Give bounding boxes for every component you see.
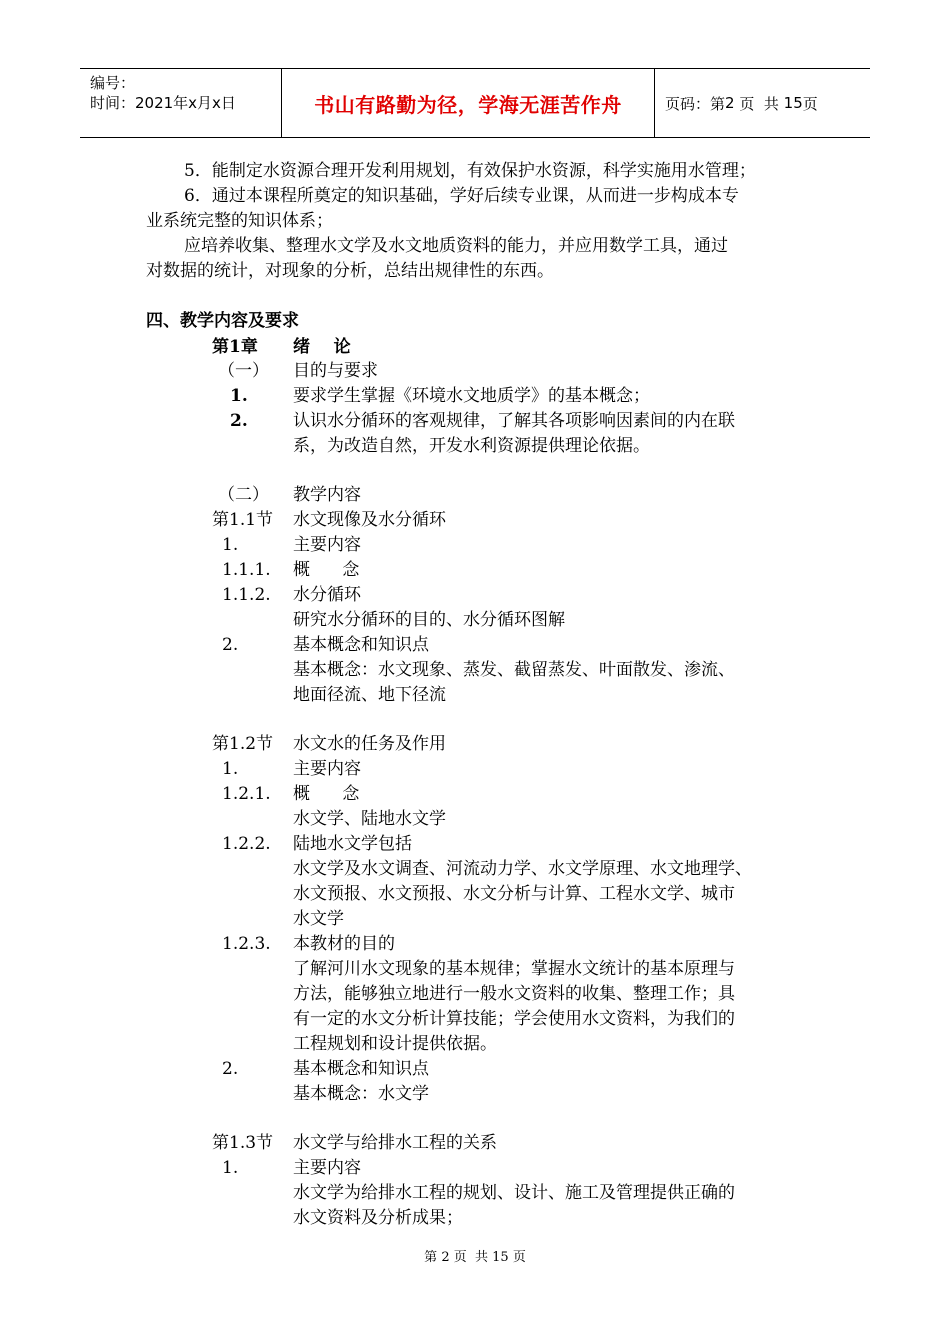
- list-item-text: 水文资料及分析成果；: [293, 1208, 463, 1228]
- list-item-text: 水文学、陆地水文学: [293, 809, 446, 829]
- page-total: 15: [783, 94, 803, 112]
- page-mid: 页 共: [739, 94, 779, 113]
- list-item-text: 系，为改造自然，开发水利资源提供理论依据。: [293, 436, 650, 456]
- list-item-number: 1.: [222, 759, 239, 779]
- footer-suffix: 页: [512, 1250, 526, 1265]
- list-item-text: 主要内容: [293, 759, 361, 779]
- header-meta: [80, 69, 282, 137]
- list-item-text: 方法，能够独立地进行一般水文资料的收集、整理工作；具: [293, 984, 735, 1004]
- paragraph-line: 对数据的统计，对现象的分析，总结出规律性的东西。: [146, 261, 554, 281]
- page-header: [80, 68, 870, 138]
- header-page-info: [655, 69, 870, 137]
- section-title: 水文学与给排水工程的关系: [293, 1133, 497, 1153]
- footer-page-total: 15: [492, 1250, 509, 1265]
- footer-page-number: 2: [441, 1250, 450, 1265]
- footer-mid: 页 共: [453, 1250, 488, 1265]
- list-item-text: 要求学生掌握《环境水文地质学》的基本概念；: [293, 386, 650, 406]
- list-item-text: 水文学及水文调查、河流动力学、水文学原理、水文地理学、: [293, 859, 752, 879]
- section-heading: 四、教学内容及要求: [146, 311, 299, 331]
- list-item-number: 1.1.1.: [222, 560, 271, 580]
- list-item-number: 1.: [222, 1158, 239, 1178]
- paragraph-line: 业系统完整的知识体系；: [146, 211, 333, 231]
- section-title: 水文水的任务及作用: [293, 734, 446, 754]
- list-item-text: 水文学为给排水工程的规划、设计、施工及管理提供正确的: [293, 1183, 735, 1203]
- list-item-text: 基本概念：水文现象、蒸发、截留蒸发、叶面散发、渗流、: [293, 660, 735, 680]
- list-item-number: 1.: [222, 535, 239, 555]
- page-footer: [0, 1246, 950, 1265]
- list-item-number: 1.1.2.: [222, 585, 271, 605]
- list-item-text: 水文学: [293, 909, 344, 929]
- list-item-number: 2.: [230, 411, 248, 431]
- list-item-number: 1.: [230, 386, 248, 406]
- list-item-text: 研究水分循环的目的、水分循环图解: [293, 610, 565, 630]
- list-item-text: 地面径流、地下径流: [293, 685, 446, 705]
- chapter-title: 绪 论: [293, 337, 351, 357]
- list-item-text: 基本概念和知识点: [293, 635, 429, 655]
- document-number-label: 编号：: [90, 74, 136, 92]
- list-item-text: 基本概念和知识点: [293, 1059, 429, 1079]
- list-item-number: 2.: [222, 635, 239, 655]
- section-number: 第1.2节: [212, 734, 274, 754]
- list-item-number: 1.2.3.: [222, 934, 271, 954]
- list-item-text: 陆地水文学包括: [293, 834, 412, 854]
- document-date: 时间：2021年x月x日: [90, 94, 236, 112]
- list-item-text: 水文预报、水文预报、水文分析与计算、工程水文学、城市: [293, 884, 735, 904]
- list-item-number: 1.2.2.: [222, 834, 271, 854]
- list-item-text: 概 念: [293, 560, 360, 580]
- list-item-text: 工程规划和设计提供依据。: [293, 1034, 497, 1054]
- list-item-number: 2.: [222, 1059, 239, 1079]
- list-item-text: 概 念: [293, 784, 360, 804]
- list-item-text: 主要内容: [293, 1158, 361, 1178]
- subsection-title: 目的与要求: [293, 361, 378, 381]
- section-number: 第1.1节: [212, 510, 274, 530]
- page-suffix: 页: [802, 94, 818, 113]
- paragraph-line: 应培养收集、整理水文学及水文地质资料的能力，并应用数学工具，通过: [184, 236, 728, 256]
- list-item-text: 主要内容: [293, 535, 361, 555]
- footer-prefix: 第: [424, 1250, 438, 1265]
- list-item-number: 1.2.1.: [222, 784, 271, 804]
- paragraph-line: 6．通过本课程所奠定的知识基础，学好后续专业课，从而进一步构成本专: [184, 186, 739, 206]
- section-number: 第1.3节: [212, 1133, 274, 1153]
- subsection-number: （二）: [218, 485, 269, 505]
- list-item-text: 水分循环: [293, 585, 361, 605]
- subsection-title: 教学内容: [293, 485, 361, 505]
- section-title: 水文现像及水分循环: [293, 510, 446, 530]
- list-item-text: 认识水分循环的客观规律，了解其各项影响因素间的内在联: [293, 411, 735, 431]
- chapter-number: 第1章: [212, 337, 258, 357]
- subsection-number: （一）: [218, 361, 269, 381]
- page-number: 2: [725, 94, 735, 112]
- list-item-text: 了解河川水文现象的基本规律；掌握水文统计的基本原理与: [293, 959, 735, 979]
- list-item-text: 本教材的目的: [293, 934, 395, 954]
- page-prefix: 页码：第: [665, 94, 726, 113]
- header-motto: 书山有路勤为径，学海无涯苦作舟: [282, 69, 655, 137]
- paragraph-line: 5．能制定水资源合理开发利用规划，有效保护水资源，科学实施用水管理；: [184, 161, 756, 181]
- list-item-text: 有一定的水文分析计算技能；学会使用水文资料，为我们的: [293, 1009, 735, 1029]
- list-item-text: 基本概念：水文学: [293, 1084, 429, 1104]
